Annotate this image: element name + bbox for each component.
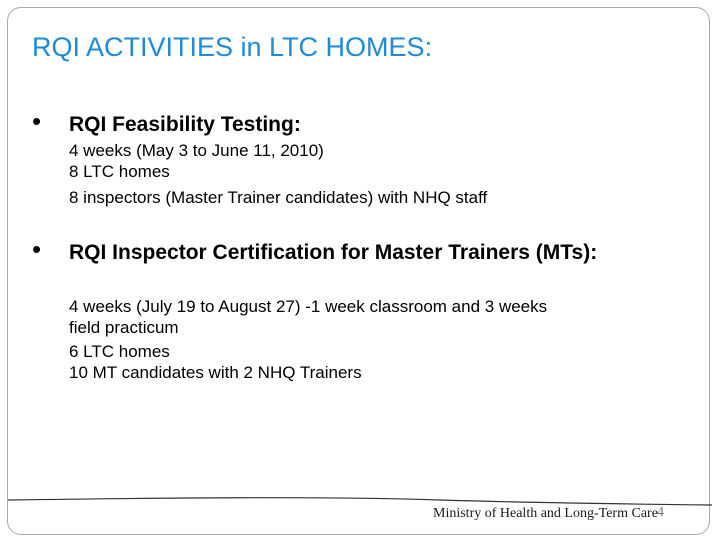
bullet-icon: • [32,234,42,264]
footer-swoosh [0,470,720,540]
section-details-feasibility [69,140,669,208]
detail-line: 6 LTC homes [69,342,170,361]
detail-line: field practicum [69,318,179,337]
slide-title: RQI ACTIVITIES in LTC HOMES: [32,32,433,62]
slide-frame [7,7,710,535]
section-heading-certification: RQI Inspector Certification for Master Trainers (MTs): [69,241,598,264]
bullet-icon: • [32,106,42,136]
section-heading-feasibility: RQI Feasibility Testing: [69,113,301,136]
ministry-wordmark: Ministry of Health and Long-Term Care [433,506,658,521]
detail-line: 8 LTC homes [69,162,170,181]
detail-line: 4 weeks (May 3 to June 11, 2010) [69,141,324,160]
section-details-certification [69,296,669,383]
detail-line: 10 MT candidates with 2 NHQ Trainers [69,363,362,382]
detail-line: 4 weeks (July 19 to August 27) -1 week classroom and 3 weeks [69,297,548,316]
detail-line: 8 inspectors (Master Trainer candidates) with NHQ staff [69,188,488,207]
page-number: 4 [657,505,664,520]
